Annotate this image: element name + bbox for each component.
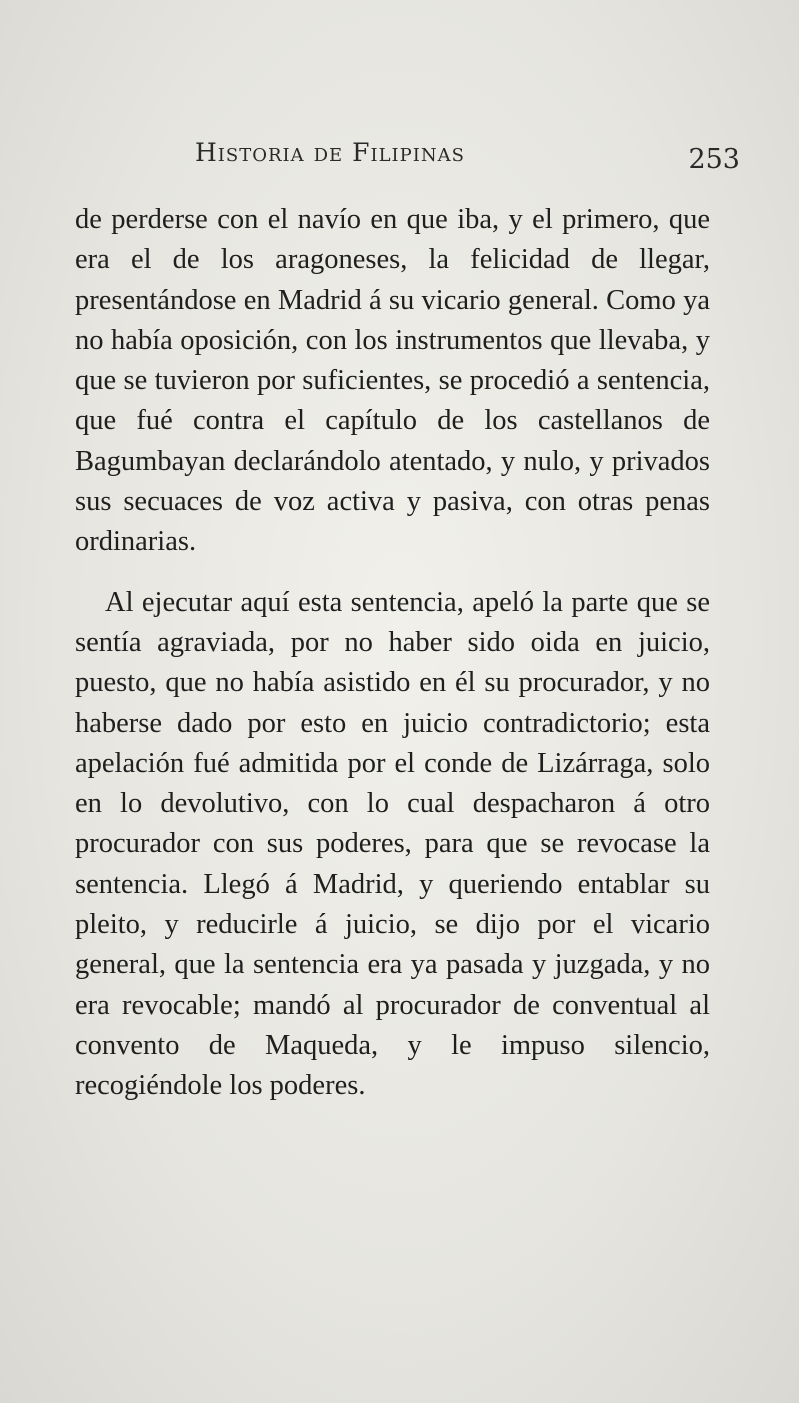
page-header [195,134,740,175]
running-title: Historia de Filipinas [195,138,465,167]
body-text [75,200,710,1107]
paragraph: de perderse con el navío en que iba, y el primero, que era el de los aragoneses, la felicidad de llegar, presentándose en Madrid á su vicario general. Como ya no había oposición, con los instrumentos que llevaba, y que se tuvieron por suficientes, se procedió a sentencia, que fué contra el capítulo de los castellanos de Bagumbayan declarándolo atentado, y nulo, y privados sus secuaces de voz activa y pasiva, con otras penas ordinarias. [75,204,710,558]
paragraph: Al ejecutar aquí esta sentencia, apeló la parte que se sentía agraviada, por no haber sido oida en juicio, puesto, que no había asistido en él su procurador, y no haberse dado por esto en juicio contradictorio; esta apelación fué admitida por el conde de Lizárraga, solo en lo devolutivo, con lo cual despacharon á otro procurador con sus poderes, para que se revocase la sentencia. Llegó á Madrid, y queriendo entablar su pleito, y reducirle á juicio, se dijo por el vicario general, que la sentencia era ya pasada y juzgada, y no era revocable; mandó al procurador de conventual al convento de Maqueda, y le impuso silencio, recogiéndole los poderes. [75,586,710,1102]
page-number: 253 [688,144,740,175]
